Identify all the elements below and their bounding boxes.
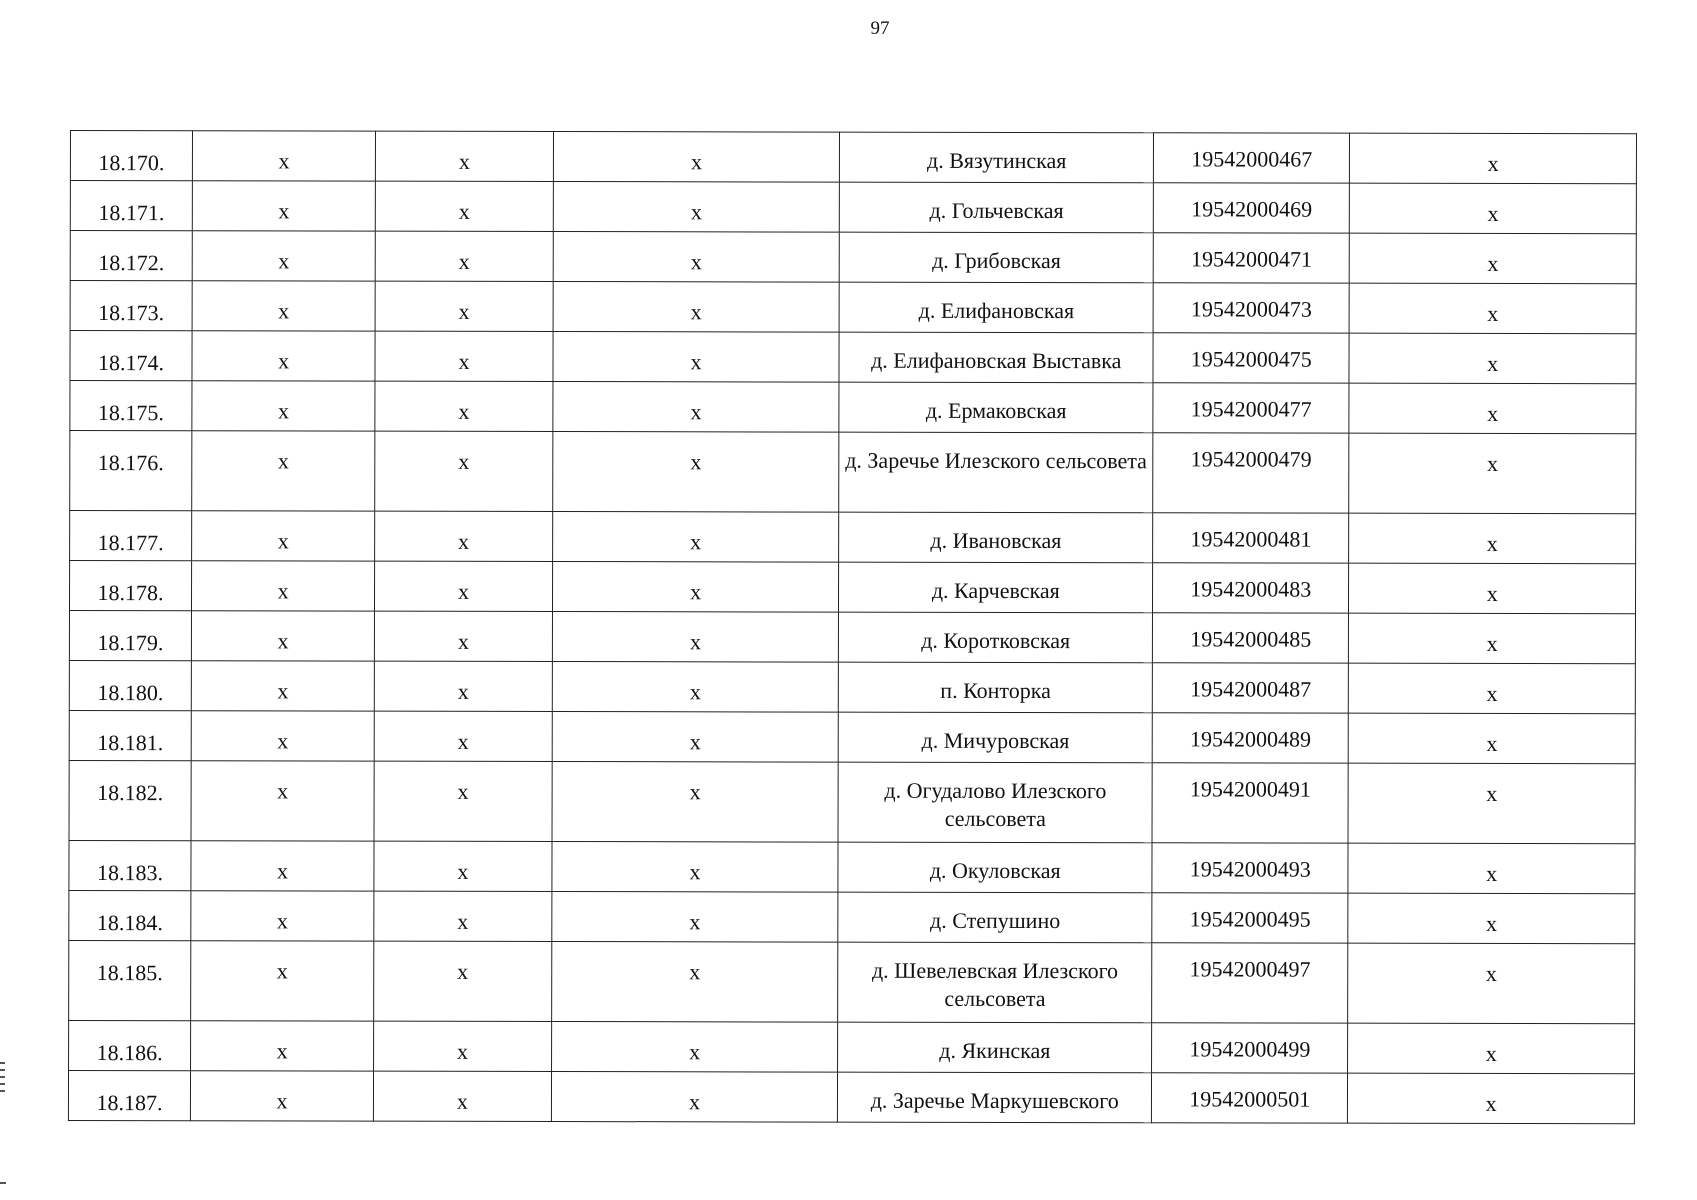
column-3-cell: x — [374, 841, 552, 891]
column-3-cell: x — [375, 561, 553, 611]
settlement-name-cell: д. Огудалово Илезского сельсовета — [838, 762, 1152, 843]
row-number-cell: 18.181. — [69, 710, 191, 760]
column-3-cell: x — [375, 511, 553, 561]
settlement-name-cell: д. Заречье Маркушевского — [838, 1072, 1152, 1123]
row-number-cell: 18.171. — [70, 181, 192, 231]
table-row — [70, 281, 1636, 334]
column-4-cell: x — [552, 892, 839, 943]
settlement-name-cell: д. Карчевская — [839, 562, 1153, 613]
table-row — [69, 1020, 1635, 1073]
oktmo-code-cell: 19542000485 — [1153, 613, 1349, 663]
table-row — [69, 940, 1635, 1023]
column-4-cell: x — [551, 942, 838, 1023]
settlement-name-cell: д. Шевелевская Илезского сельсовета — [838, 942, 1152, 1023]
column-7-cell: x — [1349, 613, 1636, 664]
oktmo-code-cell: 19542000469 — [1153, 183, 1349, 233]
oktmo-code-cell: 19542000467 — [1154, 133, 1350, 183]
column-2-cell: x — [192, 381, 375, 431]
column-2-cell: x — [192, 231, 375, 281]
oktmo-code-cell: 19542000501 — [1152, 1073, 1348, 1123]
column-4-cell: x — [553, 132, 840, 183]
table-row — [69, 890, 1635, 943]
column-4-cell: x — [552, 712, 839, 763]
column-2-cell: x — [192, 431, 375, 511]
scan-margin-dash — [0, 1182, 6, 1184]
table-row — [69, 561, 1635, 614]
column-3-cell: x — [374, 661, 552, 711]
oktmo-code-cell: 19542000479 — [1153, 433, 1349, 513]
column-7-cell: x — [1350, 133, 1637, 184]
table-row — [70, 181, 1636, 234]
column-4-cell: x — [552, 612, 839, 663]
settlement-name-cell: д. Якинская — [838, 1022, 1152, 1073]
row-number-cell: 18.170. — [70, 131, 192, 181]
column-7-cell: x — [1349, 283, 1636, 334]
settlement-name-cell: д. Елифановская — [839, 282, 1153, 333]
oktmo-code-cell: 19542000481 — [1153, 513, 1349, 563]
table-row — [69, 760, 1635, 843]
column-3-cell: x — [375, 281, 553, 331]
table-row — [70, 381, 1636, 434]
row-number-cell: 18.176. — [70, 431, 192, 511]
column-4-cell: x — [551, 1072, 838, 1123]
column-7-cell: x — [1350, 233, 1637, 284]
column-2-cell: x — [192, 131, 375, 181]
column-3-cell: x — [375, 181, 553, 231]
column-3-cell: x — [375, 331, 553, 381]
table-row — [70, 231, 1636, 284]
column-4-cell: x — [552, 562, 839, 613]
settlements-table — [68, 130, 1637, 1124]
settlement-name-cell: д. Окуловская — [838, 842, 1152, 893]
column-2-cell: x — [191, 661, 374, 711]
column-2-cell: x — [191, 761, 374, 841]
settlement-name-cell: д. Елифановская Выставка — [839, 332, 1153, 383]
settlement-name-cell: д. Ивановская — [839, 512, 1153, 563]
oktmo-code-cell: 19542000497 — [1152, 943, 1348, 1023]
settlement-name-cell: д. Гольчевская — [840, 182, 1154, 233]
column-3-cell: x — [375, 381, 553, 431]
table-row — [68, 1070, 1634, 1123]
table-body — [68, 131, 1636, 1124]
row-number-cell: 18.178. — [69, 561, 191, 611]
column-2-cell: x — [191, 611, 374, 661]
column-3-cell: x — [375, 231, 553, 281]
column-2-cell: x — [192, 331, 375, 381]
row-number-cell: 18.174. — [70, 331, 192, 381]
settlement-name-cell: п. Конторка — [839, 662, 1153, 713]
table-row — [69, 611, 1635, 664]
column-3-cell: x — [374, 711, 552, 761]
row-number-cell: 18.173. — [70, 281, 192, 331]
column-2-cell: x — [192, 181, 375, 231]
row-number-cell: 18.179. — [69, 611, 191, 661]
column-4-cell: x — [553, 332, 840, 383]
oktmo-code-cell: 19542000491 — [1152, 763, 1348, 843]
table-row — [69, 840, 1635, 893]
column-7-cell: x — [1348, 763, 1635, 844]
oktmo-code-cell: 19542000487 — [1152, 663, 1348, 713]
oktmo-code-cell: 19542000475 — [1153, 333, 1349, 383]
column-7-cell: x — [1348, 1023, 1635, 1074]
column-2-cell: x — [190, 1071, 373, 1121]
table-row — [70, 131, 1636, 184]
row-number-cell: 18.184. — [69, 890, 191, 940]
row-number-cell: 18.186. — [69, 1020, 191, 1070]
column-2-cell: x — [191, 711, 374, 761]
column-3-cell: x — [375, 431, 553, 511]
row-number-cell: 18.183. — [69, 840, 191, 890]
column-3-cell: x — [376, 131, 554, 181]
row-number-cell: 18.185. — [69, 940, 191, 1020]
table-row — [69, 660, 1635, 713]
column-4-cell: x — [552, 662, 839, 713]
oktmo-code-cell: 19542000477 — [1153, 383, 1349, 433]
column-4-cell: x — [551, 1022, 838, 1073]
scan-margin-marks — [0, 1062, 6, 1097]
oktmo-code-cell: 19542000473 — [1153, 283, 1349, 333]
column-7-cell: x — [1349, 663, 1636, 714]
column-4-cell: x — [552, 512, 839, 563]
column-2-cell: x — [191, 841, 374, 891]
column-3-cell: x — [375, 611, 553, 661]
column-7-cell: x — [1350, 183, 1637, 234]
oktmo-code-cell: 19542000489 — [1152, 713, 1348, 763]
table-row — [70, 431, 1636, 514]
settlement-name-cell: д. Ермаковская — [839, 382, 1153, 433]
column-2-cell: x — [191, 941, 374, 1021]
column-7-cell: x — [1349, 383, 1636, 434]
oktmo-code-cell: 19542000483 — [1153, 563, 1349, 613]
row-number-cell: 18.182. — [69, 760, 191, 840]
column-3-cell: x — [374, 1071, 552, 1121]
column-2-cell: x — [191, 891, 374, 941]
page-number: 97 — [870, 18, 890, 39]
column-2-cell: x — [192, 511, 375, 561]
column-2-cell: x — [191, 1021, 374, 1071]
row-number-cell: 18.177. — [70, 511, 192, 561]
table-row — [69, 710, 1635, 763]
column-3-cell: x — [374, 941, 552, 1021]
column-7-cell: x — [1349, 563, 1636, 614]
oktmo-code-cell: 19542000499 — [1152, 1023, 1348, 1073]
column-7-cell: x — [1349, 713, 1636, 764]
row-number-cell: 18.175. — [70, 381, 192, 431]
row-number-cell: 18.172. — [70, 231, 192, 281]
column-4-cell: x — [552, 762, 839, 843]
column-2-cell: x — [192, 561, 375, 611]
column-4-cell: x — [553, 182, 840, 233]
column-7-cell: x — [1349, 333, 1636, 384]
column-3-cell: x — [374, 891, 552, 941]
column-4-cell: x — [552, 842, 839, 893]
oktmo-code-cell: 19542000495 — [1152, 893, 1348, 943]
settlement-name-cell: д. Степушино — [838, 892, 1152, 943]
settlement-name-cell: д. Коротковская — [839, 612, 1153, 663]
column-7-cell: x — [1349, 433, 1636, 514]
column-3-cell: x — [374, 1021, 552, 1071]
row-number-cell: 18.187. — [68, 1070, 190, 1120]
column-7-cell: x — [1348, 843, 1635, 894]
settlement-name-cell: д. Грибовская — [840, 232, 1154, 283]
column-4-cell: x — [553, 232, 840, 283]
settlement-name-cell: д. Заречье Илезского сельсовета — [839, 432, 1153, 513]
oktmo-code-cell: 19542000471 — [1153, 233, 1349, 283]
column-7-cell: x — [1348, 1073, 1635, 1124]
column-7-cell: x — [1348, 893, 1635, 944]
column-4-cell: x — [553, 282, 840, 333]
settlement-name-cell: д. Мичуровская — [839, 712, 1153, 763]
column-4-cell: x — [552, 432, 839, 513]
oktmo-code-cell: 19542000493 — [1152, 843, 1348, 893]
column-4-cell: x — [553, 382, 840, 433]
column-7-cell: x — [1349, 513, 1636, 564]
column-3-cell: x — [374, 761, 552, 841]
column-7-cell: x — [1348, 943, 1635, 1024]
table-row — [70, 331, 1636, 384]
settlement-name-cell: д. Вязутинская — [840, 132, 1154, 183]
table-row — [70, 511, 1636, 564]
column-2-cell: x — [192, 281, 375, 331]
row-number-cell: 18.180. — [69, 660, 191, 710]
